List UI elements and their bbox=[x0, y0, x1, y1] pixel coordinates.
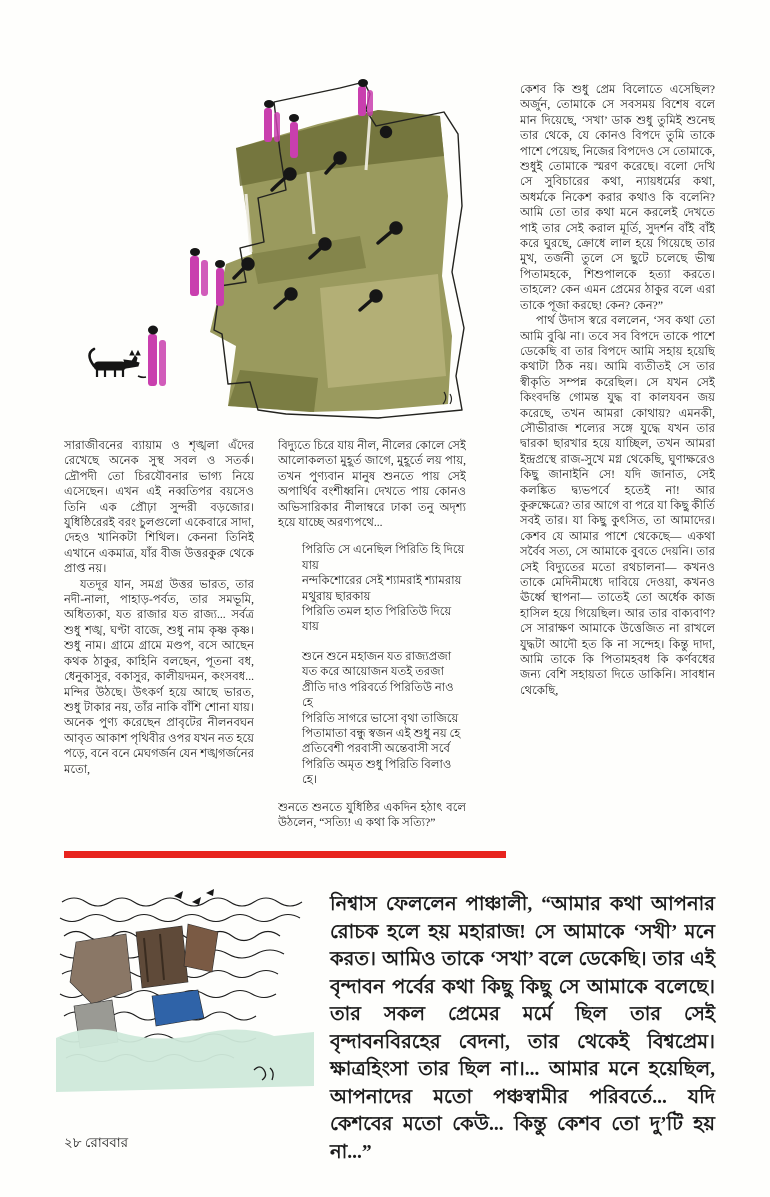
verse-line: নন্দকিশোরের সেই শ্যামরাই শ্যামরায় bbox=[302, 574, 462, 588]
verse-line: শুনে শুনে মহাজন যত রাজ্যপ্রজা bbox=[302, 649, 452, 663]
cat-icon bbox=[90, 349, 147, 377]
verse-line: পিতামাতা বন্ধু স্বজন এই শুধু নয় হে bbox=[302, 726, 461, 740]
paragraph: শুনতে শুনতে যুধিষ্ঠির একদিন হঠাৎ বলে উঠলেন, “সত্যি! এ কথা কি সত্যি?” bbox=[278, 800, 466, 829]
verse-line: পিরিতি অমৃত শুধু পিরিতি বিলাও হে। bbox=[302, 757, 452, 787]
bottom-collage-illustration bbox=[56, 886, 314, 1104]
top-collage-illustration bbox=[78, 76, 470, 432]
verse-line: প্রতিবেশী পরবাসী অন্তেবাসী সর্বে bbox=[302, 742, 450, 756]
page-footer bbox=[64, 1132, 128, 1155]
article-column-right bbox=[520, 82, 715, 850]
verse-line: প্রীতি দাও পরিবর্তে পিরিতিউ নাও হে bbox=[302, 680, 454, 710]
mint-paper-band bbox=[56, 1029, 314, 1092]
verse-block bbox=[302, 542, 466, 787]
bird-marks bbox=[174, 889, 214, 905]
verse-line: যত করে আয়োজন যতই তরজা bbox=[302, 665, 445, 679]
verse-line: পিরিতি সে এনেছিল পিরিতি হি দিয়ে যায় bbox=[302, 543, 465, 572]
section-divider-rule bbox=[64, 851, 506, 859]
paragraph: বিদ্যুতে চিরে যায় নীল, নীলের কোলে সেই আলোকলতা মুহূর্ত জাগে, মুহূর্তে লয় পায়, তখন পুণ্যবান মানুষ শুনতে পায় সেই অপার্থিব বংশীধ্বনি। দেখতে পায় কোনও অভিসারিকার নীলাম্বরে ঢাকা তনু অদৃশ্য হয়ে যাচ্ছে অরণ্যপথে... bbox=[278, 439, 466, 530]
paragraph: পার্থ উদাস স্বরে বললেন, ‘সব কথা তো আমি বুঝি না। তবে সব বিপদে তাকে পাশে ডেকেছি বা তার বিপদে আমি সহায় হয়েছি কথাটা ঠিক নয়। আমি ব্যতীতই সে তার স্বীকৃতি সম্পন্ন করেছিল। সে যখন সেই কিংবদন্তি গোমন্ত যুদ্ধ বা কালযবন জয় করেছে, তখন আমরা কোথায়? এমনকী, সৌভীরাজ শল্যের সঙ্গে যুদ্ধে যখন তার দ্বারকা ছারখার হয়ে যাচ্ছিল, তখন আমরা ইন্দ্রপ্রস্থে রাজ-সুখে মগ্ন থেকেছি, ঘুণাক্ষরেও কিছু জানাইনি সে! যদি জানাত, সেই কলঙ্কিত দ্ব্যভপর্বে হতেই না! আর কুরুক্ষেত্রে? তার আগে বা পরে যা কিছু কীর্তি সবই তার। যা কিছু কুৎসিত, তা আমাদের। কেশব যে আমার পাশে থেকেছে— একথা সর্বৈব সত্য, সে আমাকে বুবতে দেয়নি। তার সেই বিদ্যুতের মতো রথচালনা— কখনও তাকে মেদিনীমধ্যে দাবিয়ে দেওয়া, কখনও ঊর্ধ্বে স্থাপনা— তাতেই তো অর্ধেক কাজ হাসিল হয়ে গিয়েছিল। আর তার বাক্যবাণ? সে সারাক্ষণ আমাকে উত্তেজিত না রাখলে যুদ্ধটা আদৌ হত কি না সন্দেহ। কিন্তু দাদা, আমি তাকে কি পিতামহবধ কি কর্ণবধের জন্য বেশি সহায়তা দিতে ডাকিনি। সাবধান থেকেছি, bbox=[520, 314, 715, 697]
verse-line: মথুরায় ছারকায় bbox=[302, 589, 371, 603]
article-column-middle bbox=[278, 438, 466, 850]
paragraph: সারাজীবনের ব্যায়াম ও শৃঙ্খলা এঁদের রেখেছে অনেক সুস্থ সবল ও সতর্ক। দ্রৌপদী তো চিরযৌবনার ভাগ্য নিয়ে এসেছেন। এখন এই নব্বতিপর বয়সেও তিনি এক প্রৌঢ়া সুন্দরী বড়জোর। যুধিষ্ঠিরেরই বরং চুলগুলো একেবারে সাদা, দেহও খানিকটা শিথিল। কেননা তিনিই এখানে একমাত্র, যাঁর বীজ উত্তরকুরু থেকে প্রাপ্ত নয়। bbox=[64, 439, 254, 576]
article-column-left bbox=[64, 438, 254, 850]
paragraph: যতদূর যান, সমগ্র উত্তর ভারত, তার নদী-নালা, পাহাড়-পর্বত, তার সমভূমি, অধিত্যকা, যত রাজার যত রাজ্য... সর্বত্র শুধু শঙ্খ, ঘণ্টা বাজে, শুধু নাম কৃষ্ণ কৃষ্ণ। শুধু নাম। গ্রামে গ্রামে মণ্ডপ, বসে আছেন কথক ঠাকুর, কাহিনি বলছেন, পূতনা বধ, ধেনুকাসুর, বকাসুর, কালীয়দমন, কংসবধ... মন্দির উঠছে। উৎকর্ণ হয়ে আছে ভারত, শুধু টাকার নয়, তাঁর নাকি বাঁশি শোনা যায়। অনেক পুণ্য করেছেন প্রাবৃটের নীলনবঘন আবৃত আকাশ পৃথিবীর ওপর যখন নত হয়ে পড়ে, বনে বনে মেঘগর্জন যেন শঙ্খগর্জনের মতো, bbox=[64, 577, 254, 776]
paragraph: কেশব কি শুধু প্রেম বিলোতে এসেছিল? অর্জুন, তোমাকে সে সবসময় বিশেষ বলে মান দিয়েছে, ‘সখা’ ডাক শুধু তুমিই শুনেছ তার থেকে, যে কোনও বিপদে তুমি তাকে পাশে পেয়েছ, নিজের বিপদেও সে তোমাকে, শুধুই তোমাকে স্মরণ করেছে। বলো দেখি সে সুবিচারের কথা, ন্যায়ধর্মের কথা, অধর্মকে নিকেশ করার কথাও কি বলেনি? আমি তো তার কথা মনে করলেই দেখতে পাই তার সেই করাল মূর্তি, সুদর্শন বাঁই বাঁই করে ঘুরছে, ক্রোধে লাল হয়ে গিয়েছে তার মুখ, তর্জনী তুলে সে ছুটে চলেছে ভীষ্ম পিতামহকে, শিশুপালকে হত্যা করতে। তাহলে? কেন এমন প্রেমের ঠাকুর বলে এরা তাকে পূজা করছে! কেন? কেন?” bbox=[520, 83, 715, 312]
verse-line: পিরিতি তমল হাত পিরিতিউ দিয়ে যায় bbox=[302, 605, 452, 634]
verse-line: পিরিতি সাগরে ভাসো বৃথা তাজিয়ে bbox=[302, 711, 459, 725]
pull-quote: নিশ্বাস ফেললেন পাঞ্চালী, “আমার কথা আপনার রোচক হলে হয় মহারাজ! সে আমাকে ‘সখী’ মনে করত। আমিও তাকে ‘সখা’ বলে ডেকেছি। তার এই বৃন্দাবন পর্বের কথা কিছু কিছু সে আমাকে বলেছে। তার সকল প্রেমের মর্মে ছিল তার সেই বৃন্দাবনবিরহের বেদনা, তার থেকেই বিশ্বপ্রেম। ক্ষাত্রহিংসা তার ছিল না।... আমার মনে হয়েছিল, আপনাদের মতো পঞ্চস্বামীর পরিবর্তে... যদি কেশবের মতো কেউ... কিন্তু কেশব তো দু’টি হয় না...” bbox=[330, 894, 715, 1163]
page-number-label: ২৮ রোববার bbox=[64, 1135, 129, 1150]
